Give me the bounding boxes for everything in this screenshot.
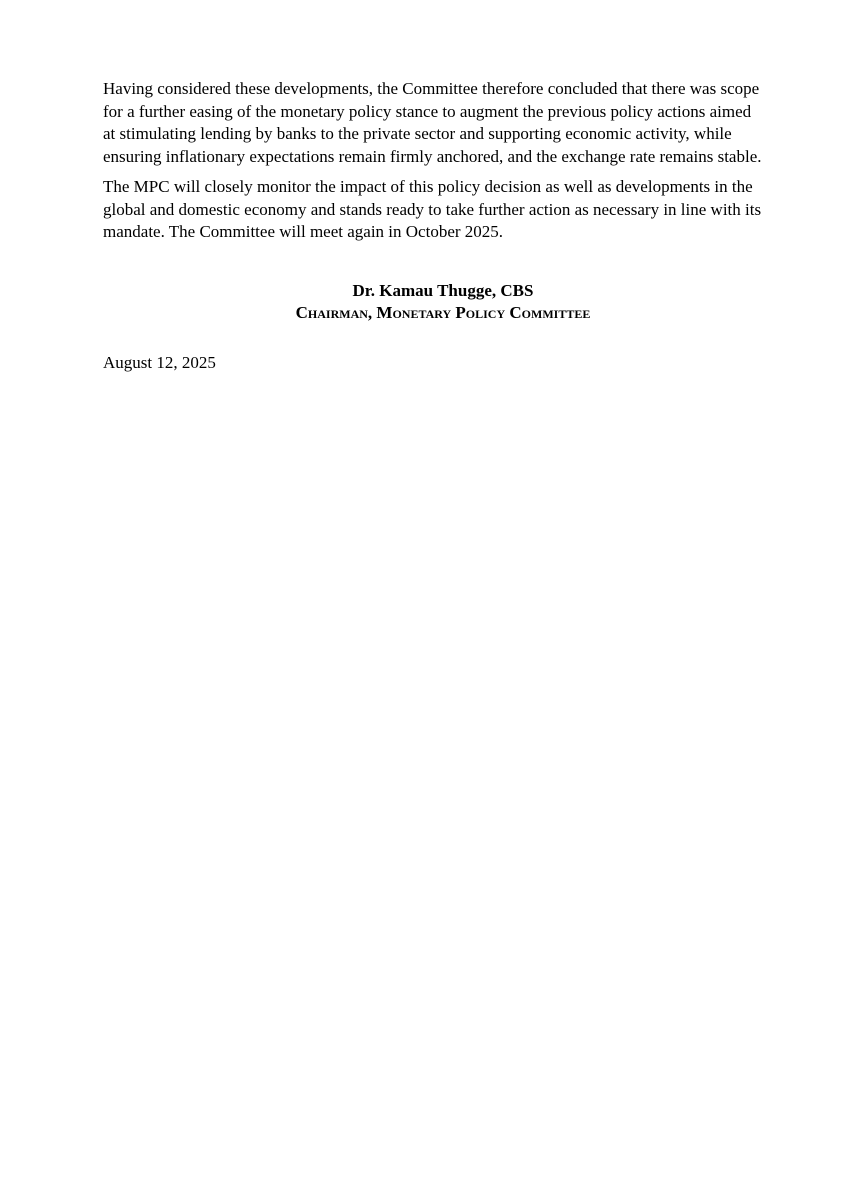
document-date: August 12, 2025 — [103, 352, 216, 372]
signature-block — [123, 280, 763, 325]
paragraph-conclusion: Having considered these developments, the Committee therefore concluded that there was scope for a further easing of the monetary policy stance to augment the previous policy actions aimed at stimulating lending by banks to the private sector and supporting economic activity, while ensuring inflationary expectations remain firmly anchored, and the exchange rate remains stable. — [103, 79, 762, 166]
signatory-title: Chairman, Monetary Policy Committee — [295, 303, 591, 322]
document-body — [103, 78, 763, 374]
paragraph-monitoring: The MPC will closely monitor the impact of this policy decision as well as developments in the global and domestic economy and stands ready to take further action as necessary in line with its mandate. The Committee will meet again in October 2025. — [103, 177, 762, 241]
signatory-name: Dr. Kamau Thugge, CBS — [352, 280, 534, 300]
